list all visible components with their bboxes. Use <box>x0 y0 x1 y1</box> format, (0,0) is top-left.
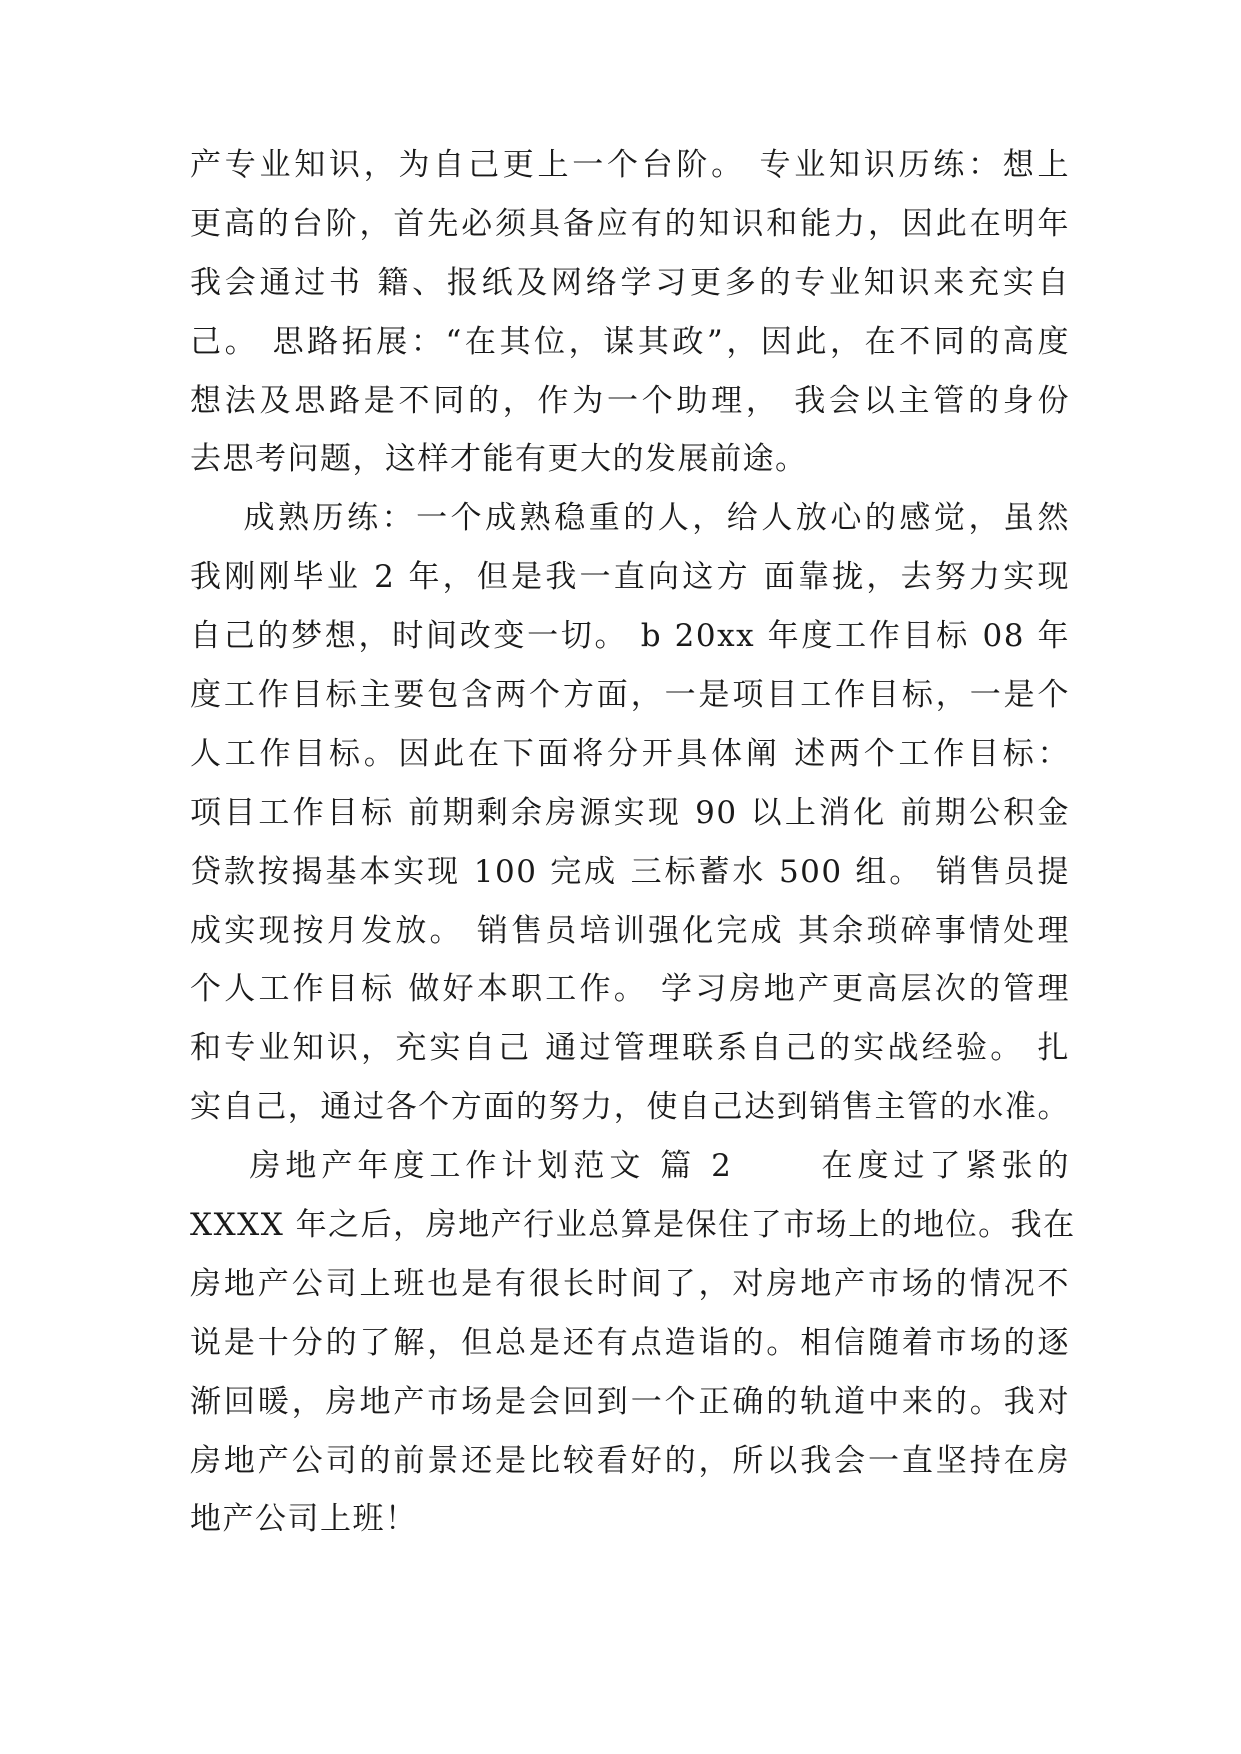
text-line: 更高的台阶，首先必须具备应有的知识和能力，因此在明年 <box>190 205 1070 242</box>
text-line: 实自己，通过各个方面的努力，使自己达到销售主管的水准。 <box>190 1089 1070 1126</box>
body-text <box>190 136 1076 1549</box>
text-line: 成熟历练：一个成熟稳重的人，给人放心的感觉，虽然 <box>190 500 1070 537</box>
text-line: 成实现按月发放。 销售员培训强化完成 其余琐碎事情处理 <box>190 912 1070 949</box>
text-line: 人工作目标。因此在下面将分开具体阐 述两个工作目标： <box>190 735 1070 772</box>
text-line: 房地产公司上班也是有很长时间了，对房地产市场的情况不 <box>190 1265 1070 1302</box>
text-line: 房地产公司的前景还是比较看好的，所以我会一直坚持在房 <box>190 1442 1070 1479</box>
text-line: 产专业知识，为自己更上一个台阶。 专业知识历练：想上 <box>190 147 1070 183</box>
text-line: 我会通过书 籍、报纸及网络学习更多的专业知识来充实自 <box>190 264 1070 301</box>
section-heading-line: 房地产年度工作计划范文 篇 2 在度过了紧张的 <box>190 1148 1070 1185</box>
text-line: 说是十分的了解，但总是还有点造诣的。相信随着市场的逐 <box>190 1324 1070 1361</box>
text-line: XXXX 年之后，房地产行业总算是保住了市场上的地位。我在 <box>190 1207 1076 1244</box>
text-line: 个人工作目标 做好本职工作。 学习房地产更高层次的管理 <box>190 971 1070 1008</box>
text-line: 渐回暖，房地产市场是会回到一个正确的轨道中来的。我对 <box>190 1383 1070 1420</box>
text-line: 和专业知识，充实自己 通过管理联系自己的实战经验。 扎 <box>190 1030 1070 1067</box>
text-line: 想法及思路是不同的，作为一个助理， 我会以主管的身份 <box>190 382 1070 419</box>
text-line: 己。 思路拓展：“在其位，谋其政”，因此，在不同的高度 <box>190 323 1070 360</box>
text-line: 地产公司上班！ <box>190 1501 418 1538</box>
text-line: 度工作目标主要包含两个方面，一是项目工作目标，一是个 <box>190 677 1070 714</box>
text-line: 我刚刚毕业 2 年，但是我一直向这方 面靠拢，去努力实现 <box>190 559 1070 596</box>
text-line: 自己的梦想，时间改变一切。 b 20xx 年度工作目标 08 年 <box>190 618 1070 655</box>
text-line: 项目工作目标 前期剩余房源实现 90 以上消化 前期公积金 <box>190 794 1070 831</box>
text-line: 去思考问题，这样才能有更大的发展前途。 <box>190 441 808 478</box>
text-line: 贷款按揭基本实现 100 完成 三标蓄水 500 组。 销售员提 <box>190 853 1070 890</box>
